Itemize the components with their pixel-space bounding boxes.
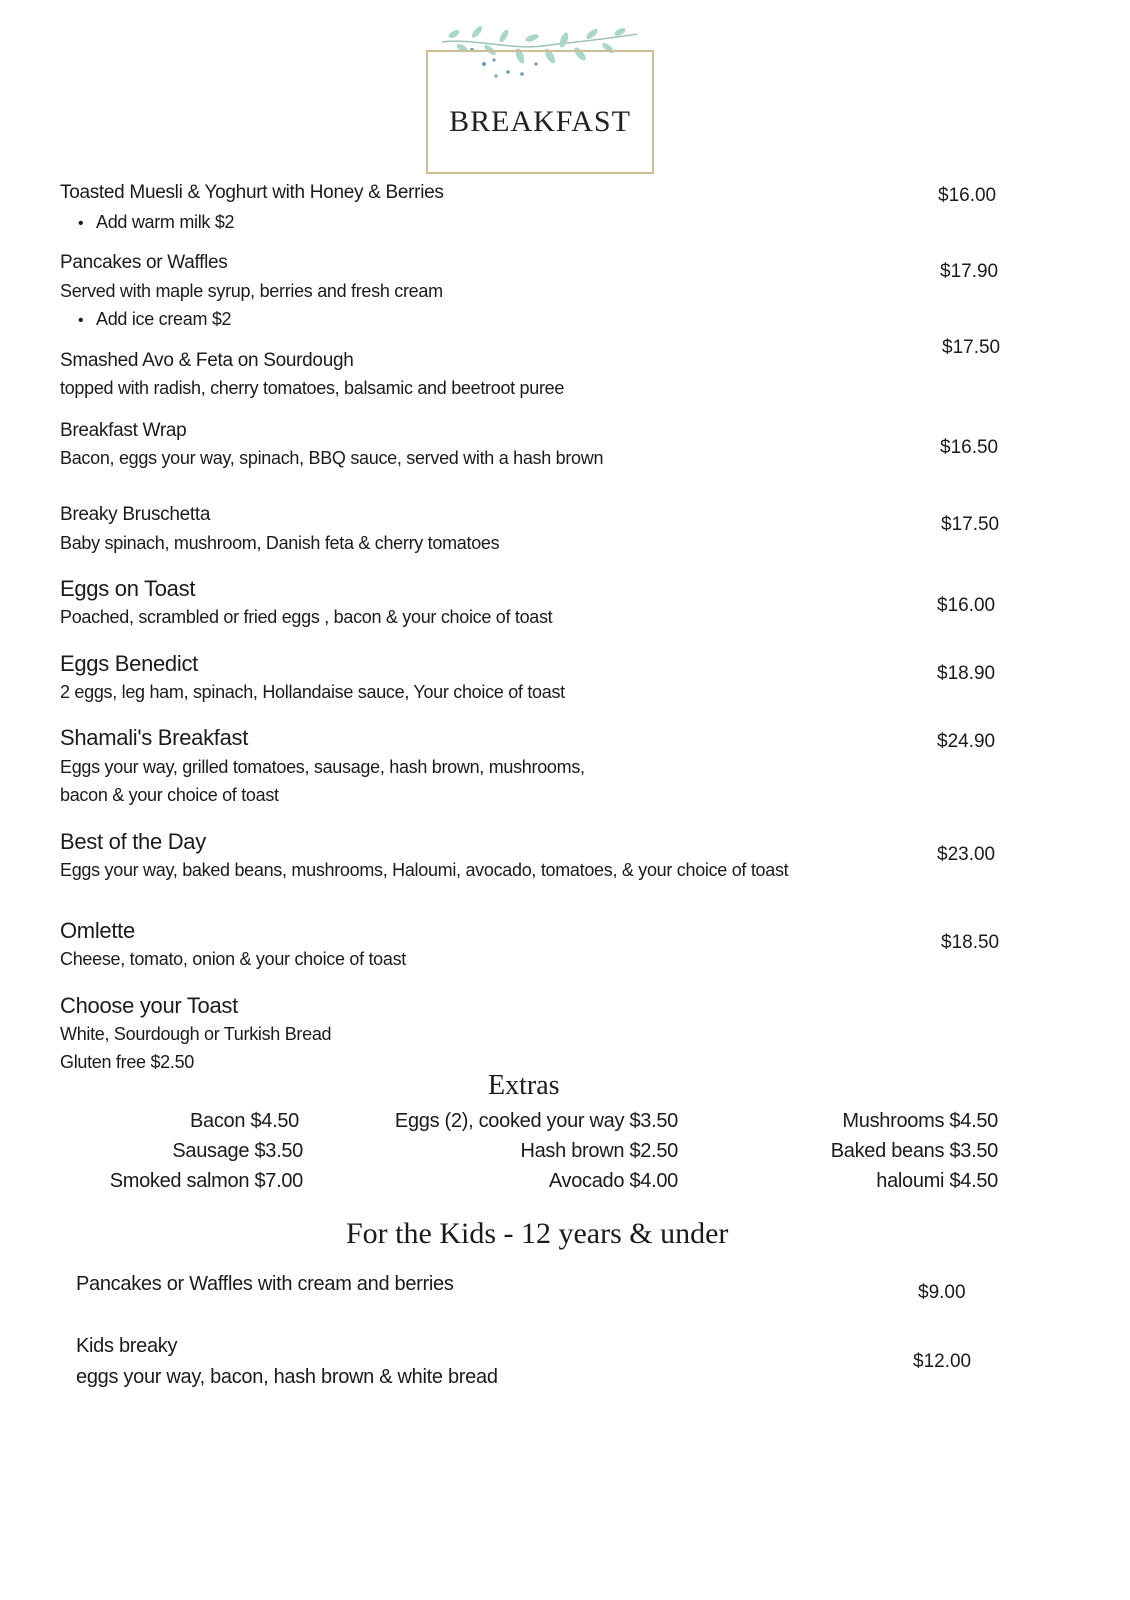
extra-item: haloumi $4.50 [876, 1170, 998, 1192]
kids-item-name: Pancakes or Waffles with cream and berries [76, 1273, 454, 1295]
menu-item-price: $17.90 [940, 261, 999, 282]
extra-item: Sausage $3.50 [172, 1140, 303, 1162]
extra-item: Avocado $4.00 [548, 1170, 678, 1192]
menu-item-name: Eggs Benedict [60, 651, 198, 676]
kids-item-price: $9.00 [918, 1282, 966, 1303]
menu-item-addon: • Add ice cream $2 [78, 309, 231, 330]
menu-item-name: Breaky Bruschetta [60, 504, 211, 525]
kids-item-name: Kids breaky [76, 1335, 178, 1357]
extra-item: Smoked salmon $7.00 [109, 1170, 303, 1192]
menu-item-description: 2 eggs, leg ham, spinach, Hollandaise sauce, Your choice of toast [60, 682, 565, 702]
menu-item-addon: • Add warm milk $2 [78, 212, 234, 233]
menu-item-description: Poached, scrambled or fried eggs , bacon & your choice of toast [60, 607, 553, 627]
extra-item: Hash brown $2.50 [520, 1140, 678, 1162]
menu-item-name: Smashed Avo & Feta on Sourdough [60, 350, 354, 371]
menu-item-description: Baby spinach, mushroom, Danish feta & cherry tomatoes [60, 533, 500, 553]
menu-item-description: Bacon, eggs your way, spinach, BBQ sauce, served with a hash brown [60, 448, 604, 468]
extra-item: Bacon $4.50 [189, 1110, 299, 1132]
page-title: BREAKFAST [449, 105, 631, 138]
menu-item-price: $16.50 [940, 437, 999, 458]
menu-item-name: Toasted Muesli & Yoghurt with Honey & Berries [60, 182, 444, 203]
kids-heading: For the Kids - 12 years & under [346, 1217, 729, 1250]
extra-item: Eggs (2), cooked your way $3.50 [394, 1110, 678, 1132]
menu-item-description: Eggs your way, grilled tomatoes, sausage, hash brown, mushrooms, [60, 757, 585, 777]
menu-item-name: Eggs on Toast [60, 576, 196, 601]
menu-item-name: Shamali's Breakfast [60, 725, 249, 750]
menu-item-description: Cheese, tomato, onion & your choice of toast [60, 949, 407, 969]
menu-item-description-cont: bacon & your choice of toast [60, 785, 279, 805]
menu-item-name: Breakfast Wrap [60, 420, 187, 441]
kids-item-description: eggs your way, bacon, hash brown & white bread [76, 1366, 498, 1388]
menu-item-price: $17.50 [942, 337, 1001, 358]
menu-item-description: Eggs your way, baked beans, mushrooms, Haloumi, avocado, tomatoes, & your choice of toast [60, 860, 789, 880]
menu-item-price: $16.00 [937, 595, 996, 616]
menu-item-price: $17.50 [941, 514, 1000, 535]
kids-item-price: $12.00 [913, 1351, 972, 1372]
menu-item-description: White, Sourdough or Turkish Bread [60, 1024, 332, 1044]
menu-item-price: $23.00 [937, 844, 996, 865]
menu-item-name: Best of the Day [60, 829, 206, 854]
menu-item-price: $16.00 [938, 185, 997, 206]
menu-item-description: Served with maple syrup, berries and fresh cream [60, 281, 443, 301]
menu-item-name: Choose your Toast [60, 993, 238, 1018]
menu-item-price: $18.50 [941, 932, 1000, 953]
extra-item: Baked beans $3.50 [830, 1140, 998, 1162]
menu-item-price: $18.90 [937, 663, 996, 684]
menu-item-price: $24.90 [937, 731, 996, 752]
menu-item-description-cont: Gluten free $2.50 [60, 1052, 194, 1072]
menu-item-name: Omlette [60, 918, 135, 943]
extras-heading: Extras [488, 1070, 560, 1101]
menu-item-name: Pancakes or Waffles [60, 252, 228, 273]
menu-item-description: topped with radish, cherry tomatoes, balsamic and beetroot puree [60, 378, 565, 398]
extra-item: Mushrooms $4.50 [842, 1110, 998, 1132]
